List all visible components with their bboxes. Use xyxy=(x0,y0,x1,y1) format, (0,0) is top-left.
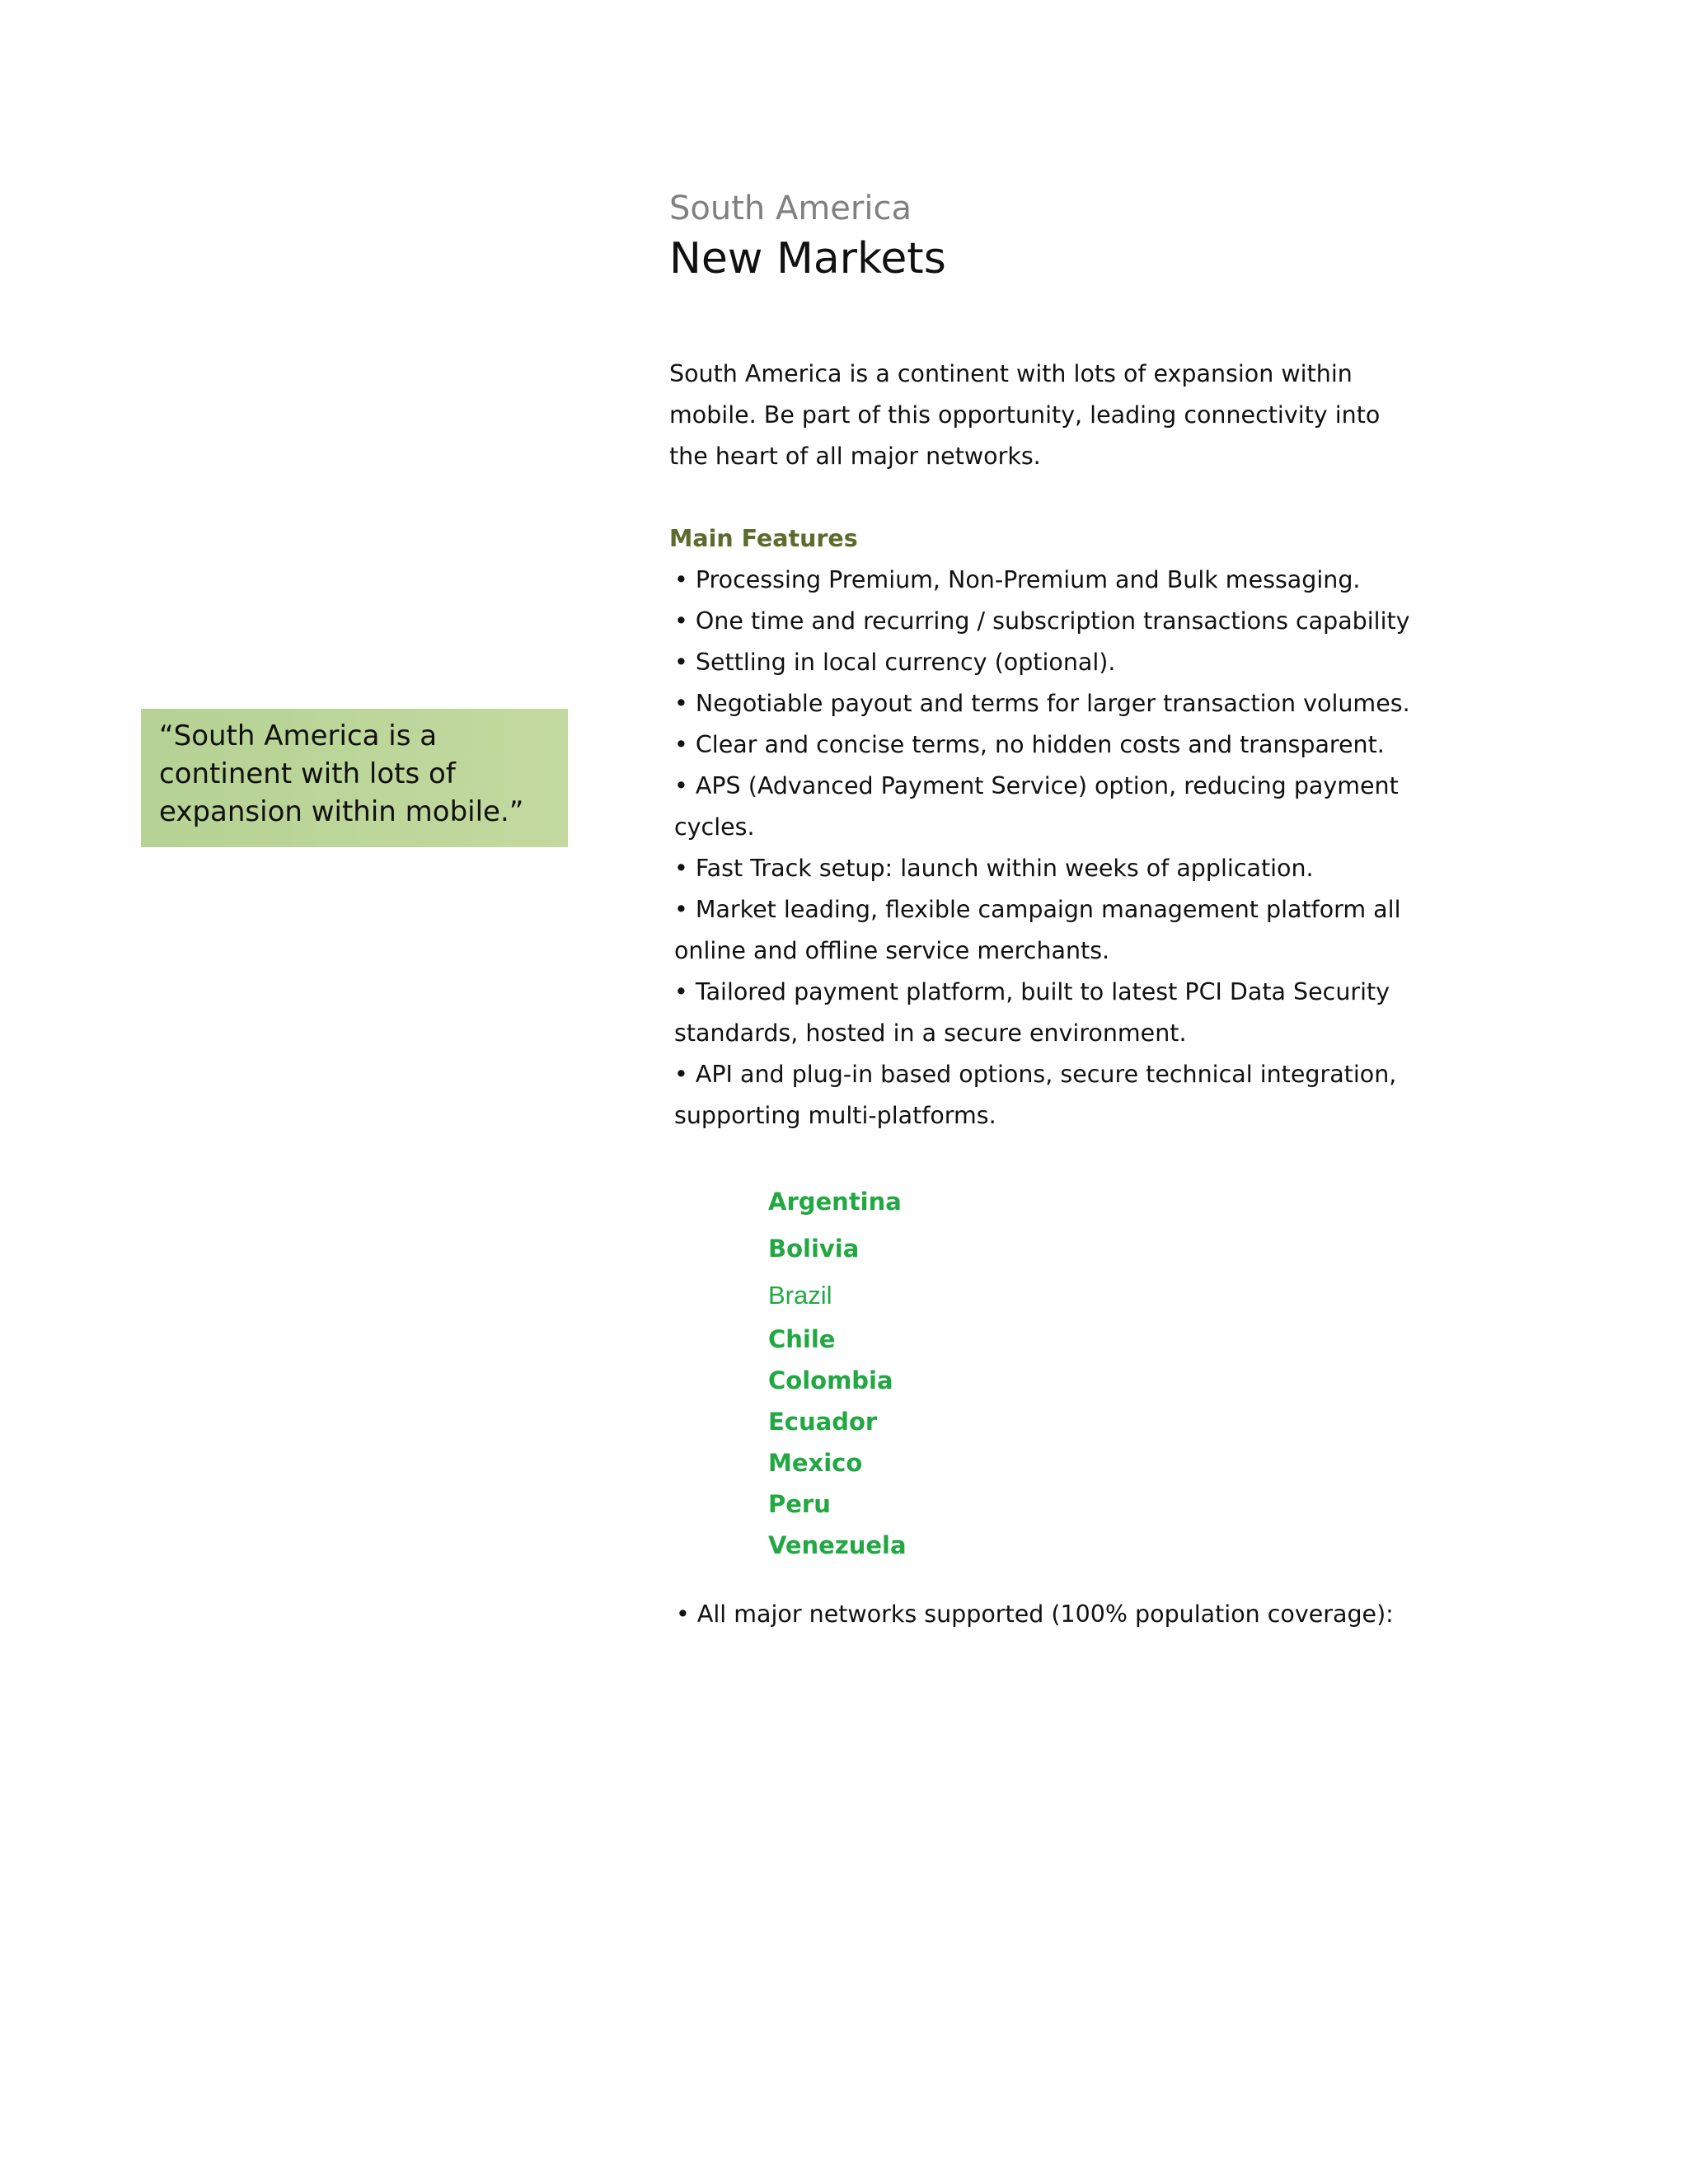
intro-paragraph: South America is a continent with lots of expansion within mobile. Be part of this opportunity, leading connectivity into the heart of all major networks. xyxy=(669,360,1381,470)
country-link-argentina[interactable]: Argentina xyxy=(768,1188,902,1216)
pull-quote-box xyxy=(141,709,568,847)
feature-item: • Market leading, flexible campaign management platform all online and offline service merchants. xyxy=(674,889,1411,972)
country-link-brazil[interactable]: Brazil xyxy=(768,1281,832,1310)
country-link-mexico[interactable]: Mexico xyxy=(768,1449,863,1477)
feature-item: • Tailored payment platform, built to latest PCI Data Security standards, hosted in a secure environment. xyxy=(674,972,1411,1054)
feature-item: • Negotiable payout and terms for larger transaction volumes. xyxy=(674,683,1411,724)
feature-list xyxy=(669,560,1411,1137)
page-title: New Markets xyxy=(669,234,946,284)
feature-item: • Processing Premium, Non-Premium and Bulk messaging. xyxy=(674,560,1411,601)
feature-item: • Clear and concise terms, no hidden costs and transparent. xyxy=(674,724,1411,766)
main-content xyxy=(669,185,1411,1635)
feature-item: • One time and recurring / subscription transactions capability xyxy=(674,601,1411,642)
page-kicker: South America xyxy=(669,190,912,227)
country-link-venezuela[interactable]: Venezuela xyxy=(768,1531,907,1559)
feature-item: • API and plug-in based options, secure technical integration, supporting multi-platforms. xyxy=(674,1054,1411,1137)
pull-quote-text: “South America is a continent with lots of expansion within mobile.” xyxy=(159,719,524,828)
country-link-ecuador[interactable]: Ecuador xyxy=(768,1408,878,1436)
coverage-note: • All major networks supported (100% population coverage): xyxy=(676,1594,1411,1635)
country-link-colombia[interactable]: Colombia xyxy=(768,1366,893,1394)
feature-item: • Fast Track setup: launch within weeks of application. xyxy=(674,848,1411,889)
country-list xyxy=(768,1179,1411,1566)
country-link-peru[interactable]: Peru xyxy=(768,1490,831,1518)
feature-item: • Settling in local currency (optional). xyxy=(674,642,1411,683)
feature-item: • APS (Advanced Payment Service) option, reducing payment cycles. xyxy=(674,766,1411,848)
country-link-chile[interactable]: Chile xyxy=(768,1325,836,1353)
country-link-bolivia[interactable]: Bolivia xyxy=(768,1235,860,1263)
features-heading: Main Features xyxy=(669,525,858,552)
